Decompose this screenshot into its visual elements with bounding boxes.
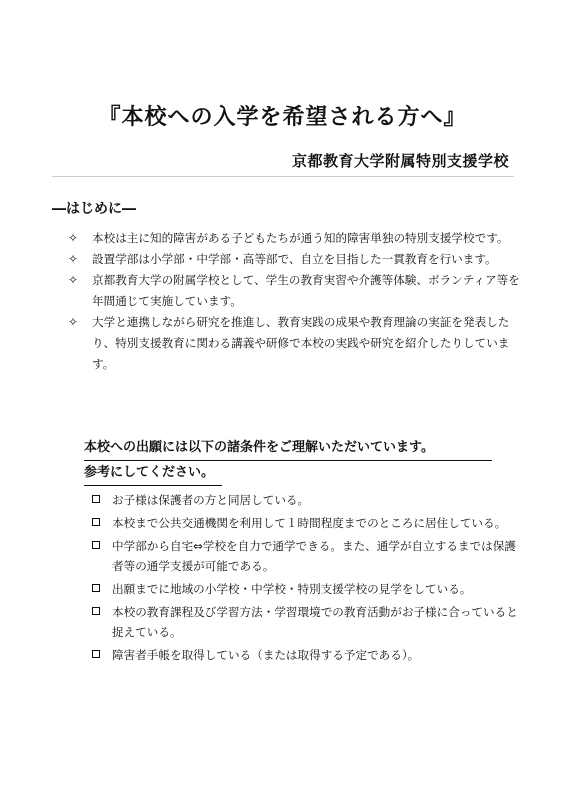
sparkle-bullet-icon: ✧	[68, 231, 79, 245]
page-title: 『本校への入学を希望される方へ』	[98, 105, 467, 130]
condition-item	[92, 602, 522, 642]
checkbox-square-icon	[92, 584, 100, 592]
condition-item	[92, 536, 522, 576]
notice-line-1: 本校への出願には以下の諸条件をご理解いただいています。	[84, 436, 492, 461]
application-notice	[84, 436, 494, 486]
condition-text: 本校まで公共交通機関を利用して１時間程度までのところに居住している。	[112, 516, 507, 530]
condition-text: 本校の教育課程及び学習方法・学習環境での教育活動がお子様に合っていると捉えている。	[112, 605, 518, 639]
sparkle-bullet-icon: ✧	[68, 252, 79, 266]
intro-item	[68, 312, 520, 375]
intro-item	[68, 249, 520, 270]
intro-item	[68, 270, 520, 312]
intro-item-text: 京都教育大学の附属学校として、学生の教育実習や介護等体験、ボランティア等を年間通じて実施しています。	[92, 273, 520, 308]
sparkle-bullet-icon: ✧	[68, 315, 79, 329]
condition-item	[92, 490, 522, 510]
condition-item	[92, 645, 522, 665]
conditions-list	[92, 490, 522, 668]
title-divider	[52, 176, 514, 177]
intro-heading: ―はじめに―	[52, 201, 136, 217]
condition-item	[92, 513, 522, 533]
intro-list	[68, 228, 520, 375]
notice-line-2: 参考にしてください。	[84, 461, 222, 486]
checkbox-square-icon	[92, 607, 100, 615]
condition-item	[92, 579, 522, 599]
checkbox-square-icon	[92, 495, 100, 503]
intro-item-text: 大学と連携しながら研究を推進し、教育実践の成果や教育理論の実証を発表したり、特別支援教育に関わる講義や研修で本校の実践や研究を紹介したりしています。	[92, 315, 510, 371]
intro-item-text: 設置学部は小学部・中学部・高等部で、自立を目指した一貫教育を行います。	[92, 252, 497, 266]
sparkle-bullet-icon: ✧	[68, 273, 79, 287]
checkbox-square-icon	[92, 650, 100, 658]
condition-text: お子様は保護者の方と同居している。	[112, 493, 310, 507]
intro-item	[68, 228, 520, 249]
condition-text: 障害者手帳を取得している（または取得する予定である）。	[112, 648, 420, 662]
checkbox-square-icon	[92, 518, 100, 526]
checkbox-square-icon	[92, 541, 100, 549]
intro-item-text: 本校は主に知的障害がある子どもたちが通う知的障害単独の特別支援学校です。	[92, 231, 509, 245]
condition-text: 出願までに地域の小学校・中学校・特別支援学校の見学をしている。	[112, 582, 472, 596]
school-name: 京都教育大学附属特別支援学校	[291, 152, 509, 170]
condition-text: 中学部から自宅⇔学校を自力で通学できる。また、通学が自立するまでは保護者等の通学支援が可能である。	[112, 539, 516, 573]
